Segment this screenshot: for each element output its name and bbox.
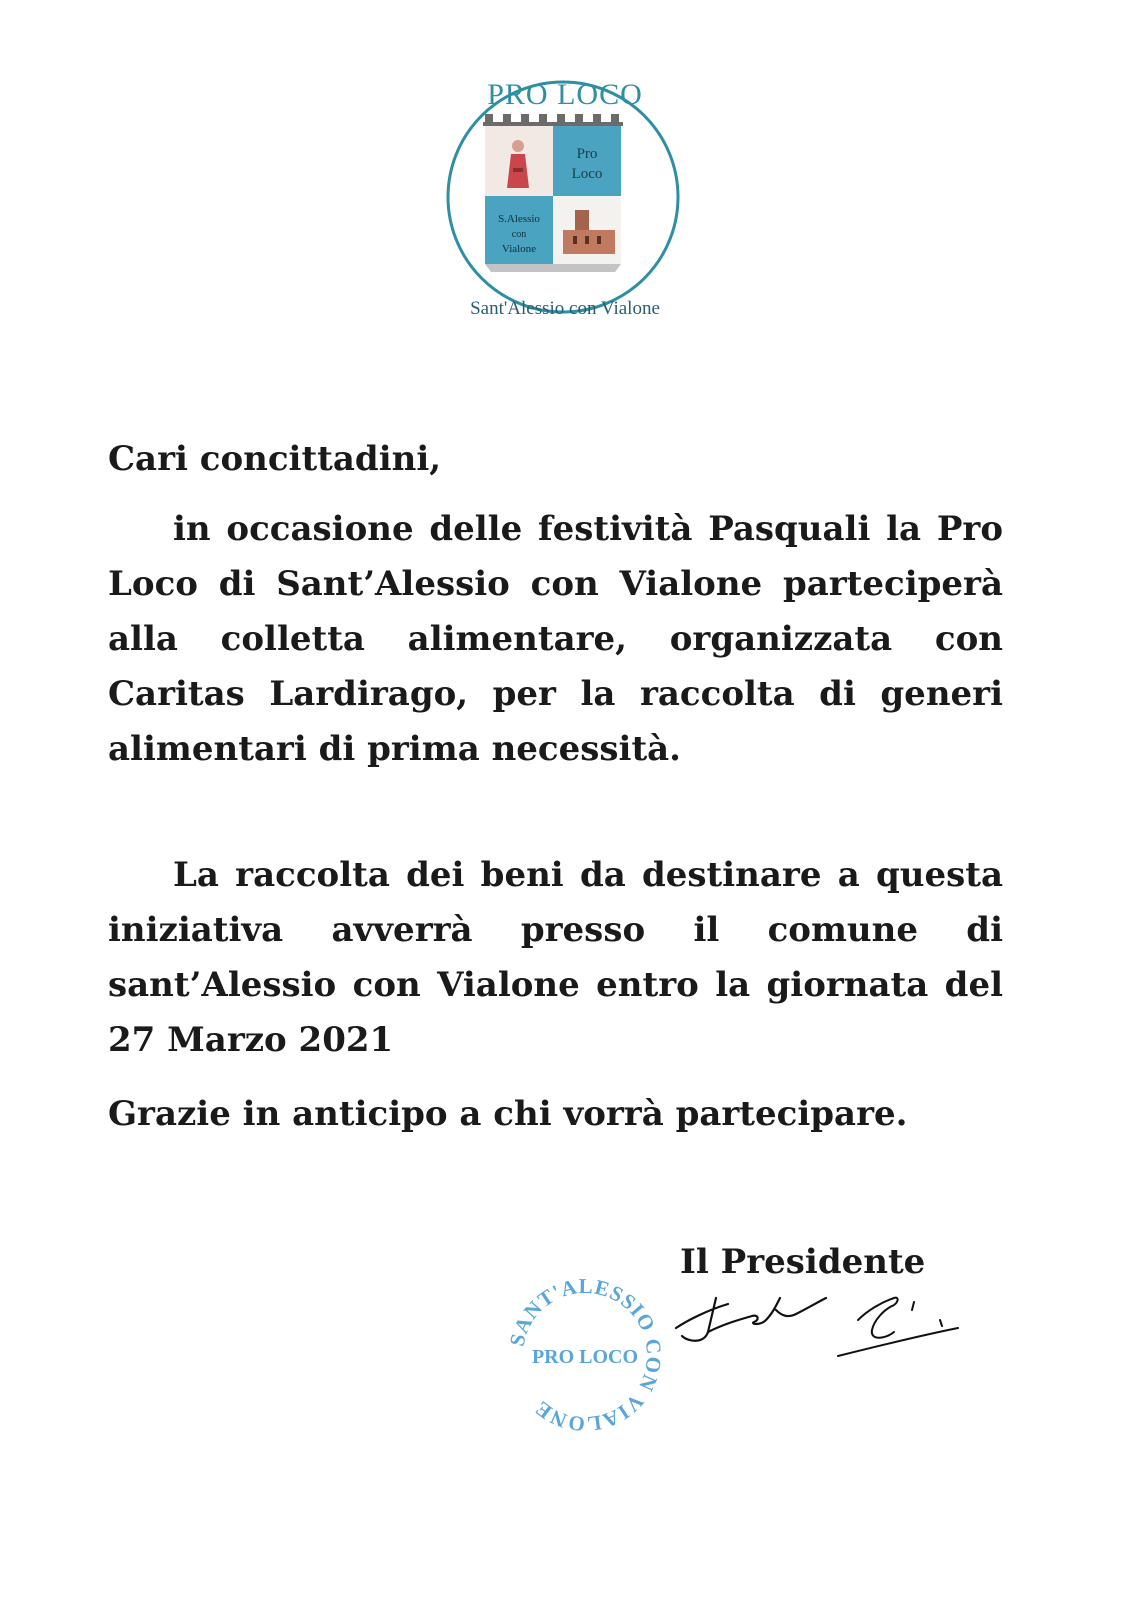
banner-text-vialone: Vialone [501,243,537,255]
banner-icon [483,114,623,272]
stamp-ring-text: SANT'ALESSIO CON VIALONE [504,1273,667,1437]
logo-subtitle: Sant'Alessio con Vialone [470,298,660,319]
logo-title: PRO LOCO [487,78,643,111]
paragraph-1: in occasione delle festività Pasquali la Pro Loco di Sant’Alessio con Vialone parteciperà alla colletta alimentare, organizzata con Caritas Lardirago, per la raccolta di generi alimentari di prima necessità. [108,509,1003,769]
stamp-center-text: PRO LOCO [531,1346,639,1368]
banner-text-con: con [511,229,527,240]
handwritten-signature [668,1280,978,1370]
greeting: Cari concittadini, [108,439,442,479]
closing-line: Grazie in anticipo a chi vorrà partecipare. [108,1094,908,1134]
pro-loco-stamp [500,1270,670,1440]
signatory-title: Il Presidente [680,1242,926,1282]
paragraph-2: La raccolta dei beni da destinare a questa iniziativa avverrà presso il comune di sant’Alessio con Vialone entro la giornata del 27 Marzo 2021 [108,855,1003,1060]
banner-text-pro: Pro [576,146,598,162]
banner-text-salessio: S.Alessio [498,213,540,225]
banner-text-loco: Loco [571,166,603,182]
pro-loco-logo [425,70,705,330]
